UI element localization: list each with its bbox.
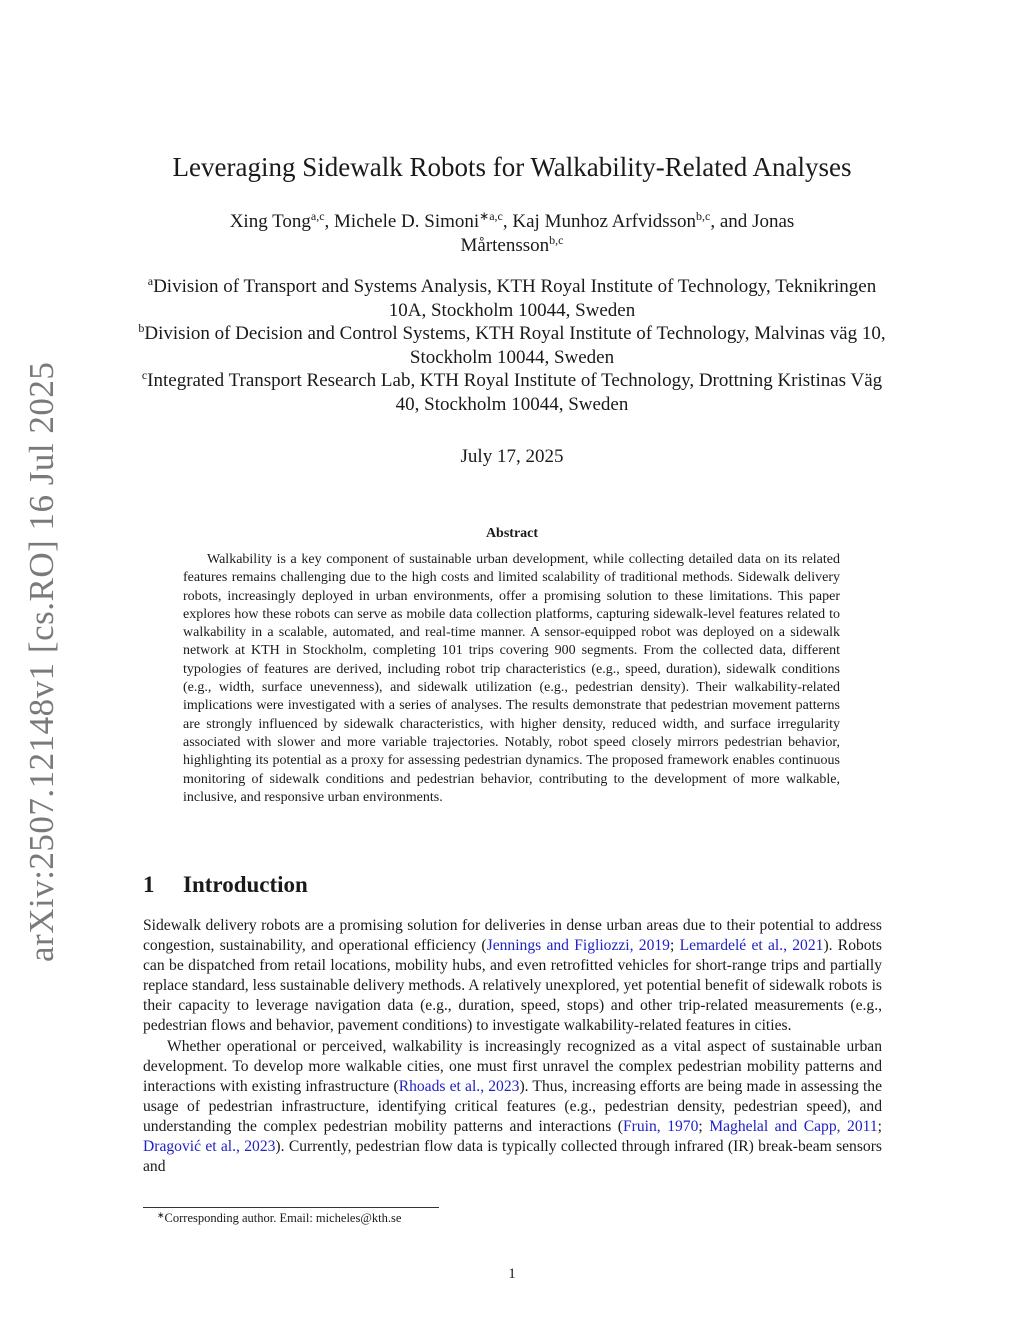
author-separator: , — [502, 211, 513, 232]
paragraph-text: Sidewalk delivery robots are a promising solution for deliveries in dense urban areas due to their potential to address congestion, sustainability, and operational efficiency ( — [143, 917, 882, 955]
affiliation-marker: b — [138, 321, 145, 335]
page-number: 1 — [508, 1266, 516, 1282]
introduction-body — [143, 916, 882, 1177]
paragraph-text: ). Currently, pedestrian flow data is typically collected through infrared (IR) break-beam sensors and — [143, 1138, 882, 1176]
affiliation-marker: c — [141, 368, 148, 382]
author-name: Michele D. Simoni — [334, 211, 480, 232]
publication-date: July 17, 2025 — [460, 446, 564, 467]
author-affiliation-marker: b,c — [549, 233, 564, 247]
affiliation-a — [130, 275, 894, 322]
author-name: Jonas Mårtensson — [460, 211, 795, 256]
citation-link[interactable]: Rhoads et al., 2023 — [398, 1077, 520, 1095]
citation-separator: ; — [877, 1117, 882, 1135]
footnote-marker: ∗ — [157, 1210, 165, 1220]
paper-title: Leveraging Sidewalk Robots for Walkability-Related Analyses — [172, 152, 852, 182]
citation-link[interactable]: Jennings and Figliozzi, 2019 — [486, 937, 670, 955]
paragraph-text: ). Thus, increasing efforts are being made in assessing the usage of pedestrian infrastructure, identifying critical features (e.g., pedestrian density, pedestrian speed), and understanding the complex pedestrian mobility patterns and interactions ( — [143, 1077, 882, 1135]
citation-link[interactable]: Dragović et al., 2023 — [143, 1138, 276, 1156]
paragraph-text: ). Robots can be dispatched from retail locations, mobility hubs, and even retrofitted vehicles for short-range trips and partially replace standard, less sustainable delivery methods. A relatively unexplored, yet potential benefit of sidewalk robots is their capacity to leverage navigation data (e.g., duration, speed, stops) and other trip-related measurements (e.g., pedestrian flows and behavior, pavement conditions) to investigate walkability-related features in cities. — [143, 937, 882, 1035]
paragraph — [143, 916, 882, 1037]
paragraph-text: Whether operational or perceived, walkability is increasingly recognized as a vital aspect of sustainable urban development. To develop more walkable cities, one must first unravel the complex pedestrian mobility patterns and interactions with existing infrastructure ( — [143, 1037, 882, 1095]
arxiv-stamp: arXiv:2507.12148v1 [cs.RO] 16 Jul 2025 — [22, 361, 61, 962]
citation-separator: ; — [669, 937, 680, 955]
citation-link[interactable]: Maghelal and Capp, 2011 — [709, 1117, 878, 1135]
author-affiliation-marker: ∗a,c — [479, 209, 503, 223]
abstract-heading: Abstract — [485, 526, 539, 541]
affiliation-marker: a — [147, 274, 154, 288]
author-name: Kaj Munhoz Arfvidsson — [512, 211, 697, 232]
abstract-text: Walkability is a key component of sustainable urban development, while collecting detailed data on its related features remains challenging due to the high costs and limited scalability of traditional methods. Sidewalk delivery robots, increasingly deployed in urban environments, offer a promising solution to these limitations. This paper explores how these robots can serve as mobile data collection platforms, capturing sidewalk-level features related to walkability in a scalable, automated, and real-time manner. A sensor-equipped robot was deployed on a sidewalk network at KTH in Stockholm, completing 101 trips covering 900 segments. From the collected data, different typologies of features are derived, including robot trip characteristics (e.g., speed, duration), sidewalk conditions (e.g., width, surface unevenness), and sidewalk utilization (e.g., pedestrian density). Their walkability-related implications were investigated with a series of analyses. The results demonstrate that pedestrian movement patterns are strongly influenced by sidewalk characteristics, with higher density, reduced width, and surface irregularity associated with slower and more variable trajectories. Notably, robot speed closely mirrors pedestrian behavior, highlighting its potential as a proxy for assessing pedestrian dynamics. The proposed framework enables continuous monitoring of sidewalk conditions and pedestrian behavior, contributing to the development of more walkable, inclusive, and responsive urban environments. — [183, 552, 840, 805]
author-list — [180, 210, 844, 258]
citation-link[interactable]: Fruin, 1970 — [623, 1117, 699, 1135]
author-affiliation-marker: a,c — [310, 209, 325, 223]
paragraph — [143, 1037, 882, 1178]
author-separator: , — [324, 211, 335, 232]
citation-link[interactable]: Lemardelé et al., 2021 — [679, 937, 824, 955]
section-title: Introduction — [183, 872, 308, 897]
author-separator: , and — [710, 211, 753, 232]
affiliation-text: Division of Transport and Systems Analysis, KTH Royal Institute of Technology, Teknikringen 10A, Stockholm 10044, Sweden — [153, 276, 877, 321]
affiliation-list — [130, 275, 894, 416]
affiliation-c — [130, 369, 894, 416]
citation-separator: ; — [698, 1117, 710, 1135]
affiliation-b — [130, 322, 894, 369]
section-heading — [143, 872, 308, 898]
section-number: 1 — [143, 872, 155, 897]
author-name: Xing Tong — [229, 211, 311, 232]
affiliation-text: Integrated Transport Research Lab, KTH Royal Institute of Technology, Drottning Kristinas Väg 40, Stockholm 10044, Sweden — [147, 370, 883, 415]
footnote-divider — [143, 1207, 439, 1208]
footnote-text: Corresponding author. Email: micheles@kth.se — [164, 1211, 402, 1225]
affiliation-text: Division of Decision and Control Systems, KTH Royal Institute of Technology, Malvinas väg 10, Stockholm 10044, Sweden — [144, 323, 886, 368]
footnote — [157, 1211, 401, 1226]
author-affiliation-marker: b,c — [696, 209, 711, 223]
